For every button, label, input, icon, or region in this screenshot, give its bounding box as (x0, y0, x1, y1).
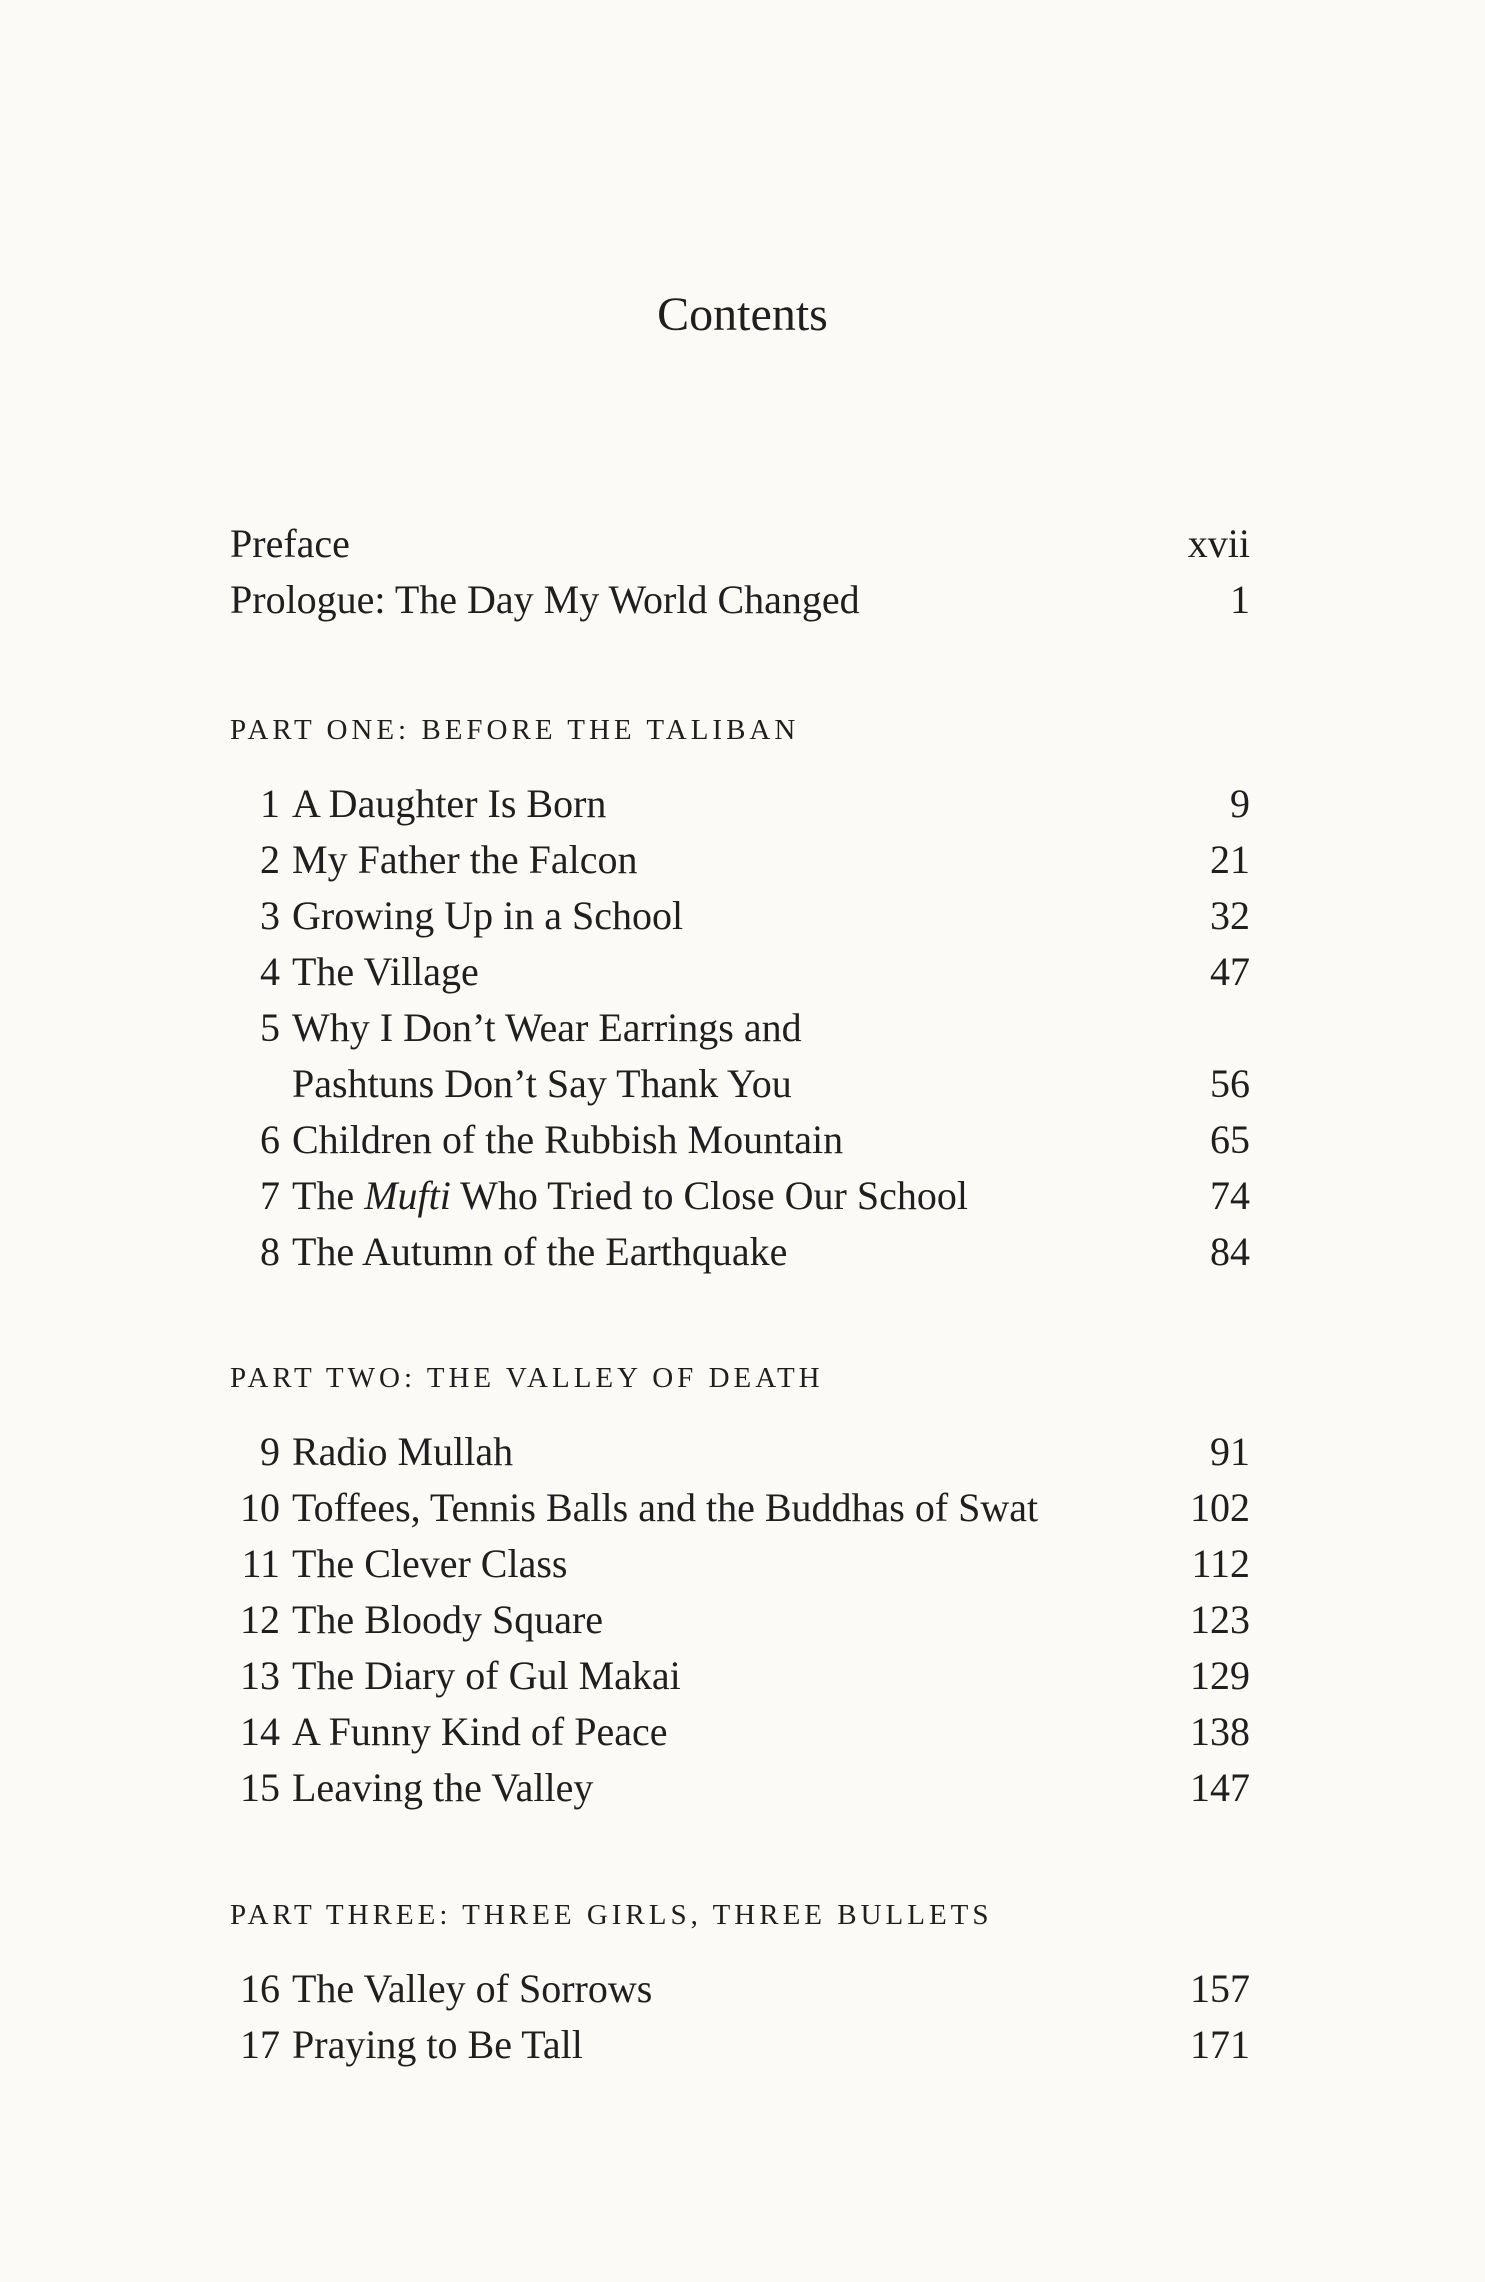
chapter-title (292, 1168, 968, 1224)
toc-entry-chapter-5-continued[interactable] (230, 1056, 1250, 1112)
toc-entry-chapter-15[interactable] (230, 1760, 1250, 1816)
chapter-number: 6 (260, 1117, 280, 1162)
toc-entry-chapter-4[interactable] (230, 944, 1250, 1000)
chapter-number: 2 (260, 837, 280, 882)
chapter-title-italic: Mufti (364, 1173, 451, 1218)
chapter-page: 138 (1190, 1709, 1250, 1754)
chapter-number: 8 (260, 1229, 280, 1274)
toc-entry-prologue[interactable] (230, 572, 1250, 628)
toc-entry-chapter-1[interactable] (230, 776, 1250, 832)
chapter-page: 147 (1190, 1765, 1250, 1810)
toc-entry-chapter-14[interactable] (230, 1704, 1250, 1760)
chapter-page: 171 (1190, 2022, 1250, 2067)
chapter-title: The Diary of Gul Makai (292, 1653, 681, 1698)
toc-entry-preface[interactable] (230, 516, 1250, 572)
chapter-title: Growing Up in a School (292, 893, 684, 938)
toc-entry-chapter-16[interactable] (230, 1961, 1250, 2017)
chapter-page: 102 (1190, 1485, 1250, 1530)
chapter-number: 1 (260, 781, 280, 826)
chapter-title-suffix: Who Tried to Close Our School (450, 1173, 968, 1218)
toc-entry-page: xvii (1187, 521, 1250, 566)
part-heading-one: PART ONE: BEFORE THE TALIBAN (230, 714, 800, 746)
toc-entry-chapter-6[interactable] (230, 1112, 1250, 1168)
chapter-number: 5 (260, 1005, 280, 1050)
chapter-page: 65 (1210, 1117, 1250, 1162)
chapter-title: Praying to Be Tall (292, 2022, 583, 2067)
chapter-title: Radio Mullah (292, 1429, 514, 1474)
chapter-page: 112 (1191, 1541, 1250, 1586)
chapter-page: 21 (1210, 837, 1250, 882)
chapter-number: 13 (240, 1653, 280, 1698)
chapter-title: The Bloody Square (292, 1597, 604, 1642)
chapter-title: A Funny Kind of Peace (292, 1709, 668, 1754)
toc-entry-page: 1 (1230, 577, 1250, 622)
chapter-title: A Daughter Is Born (292, 781, 607, 826)
toc-entry-chapter-8[interactable] (230, 1224, 1250, 1280)
chapter-number: 4 (260, 949, 280, 994)
toc-entry-chapter-13[interactable] (230, 1648, 1250, 1704)
page-title: Contents (657, 288, 828, 341)
chapter-page: 123 (1190, 1597, 1250, 1642)
toc-entry-chapter-12[interactable] (230, 1592, 1250, 1648)
toc-entry-title: Preface (230, 521, 350, 566)
chapter-page: 157 (1190, 1966, 1250, 2011)
chapter-title: Children of the Rubbish Mountain (292, 1117, 844, 1162)
chapter-title: My Father the Falcon (292, 837, 638, 882)
part-heading-two: PART TWO: THE VALLEY OF DEATH (230, 1362, 824, 1394)
chapter-title: Toffees, Tennis Balls and the Buddhas of Swat (292, 1485, 1039, 1530)
chapter-title-line-2: Pashtuns Don’t Say Thank You (292, 1061, 792, 1106)
chapter-number: 9 (260, 1429, 280, 1474)
chapter-number: 15 (240, 1765, 280, 1810)
chapter-number: 16 (240, 1966, 280, 2011)
part-heading-three: PART THREE: THREE GIRLS, THREE BULLETS (230, 1899, 993, 1931)
chapter-title: Leaving the Valley (292, 1765, 594, 1810)
chapter-title-prefix: The (292, 1173, 365, 1218)
chapter-number: 14 (240, 1709, 280, 1754)
toc-entry-title: Prologue: The Day My World Changed (230, 577, 860, 622)
chapter-number: 10 (240, 1485, 280, 1530)
chapter-page: 91 (1210, 1429, 1250, 1474)
chapter-number: 3 (260, 893, 280, 938)
chapter-page: 47 (1210, 949, 1250, 994)
chapter-page: 84 (1210, 1229, 1250, 1274)
toc-entry-chapter-17[interactable] (230, 2017, 1250, 2073)
chapter-page: 56 (1210, 1061, 1250, 1106)
chapter-title: The Clever Class (292, 1541, 568, 1586)
toc-entry-chapter-3[interactable] (230, 888, 1250, 944)
chapter-page: 32 (1210, 893, 1250, 938)
chapter-title: The Valley of Sorrows (292, 1966, 653, 2011)
toc-entry-chapter-11[interactable] (230, 1536, 1250, 1592)
toc-entry-chapter-2[interactable] (230, 832, 1250, 888)
toc-entry-chapter-10[interactable] (230, 1480, 1250, 1536)
toc-entry-chapter-5[interactable] (230, 1000, 1250, 1056)
chapter-title-line-1: Why I Don’t Wear Earrings and (292, 1005, 802, 1050)
chapter-title: The Autumn of the Earthquake (292, 1229, 788, 1274)
toc-entry-chapter-7[interactable] (230, 1168, 1250, 1224)
chapter-number: 12 (240, 1597, 280, 1642)
chapter-number: 7 (260, 1173, 280, 1218)
chapter-page: 74 (1210, 1173, 1250, 1218)
chapter-number: 11 (241, 1541, 280, 1586)
chapter-page: 129 (1190, 1653, 1250, 1698)
chapter-title: The Village (292, 949, 479, 994)
chapter-page: 9 (1230, 781, 1250, 826)
chapter-number: 17 (240, 2022, 280, 2067)
toc-entry-chapter-9[interactable] (230, 1424, 1250, 1480)
